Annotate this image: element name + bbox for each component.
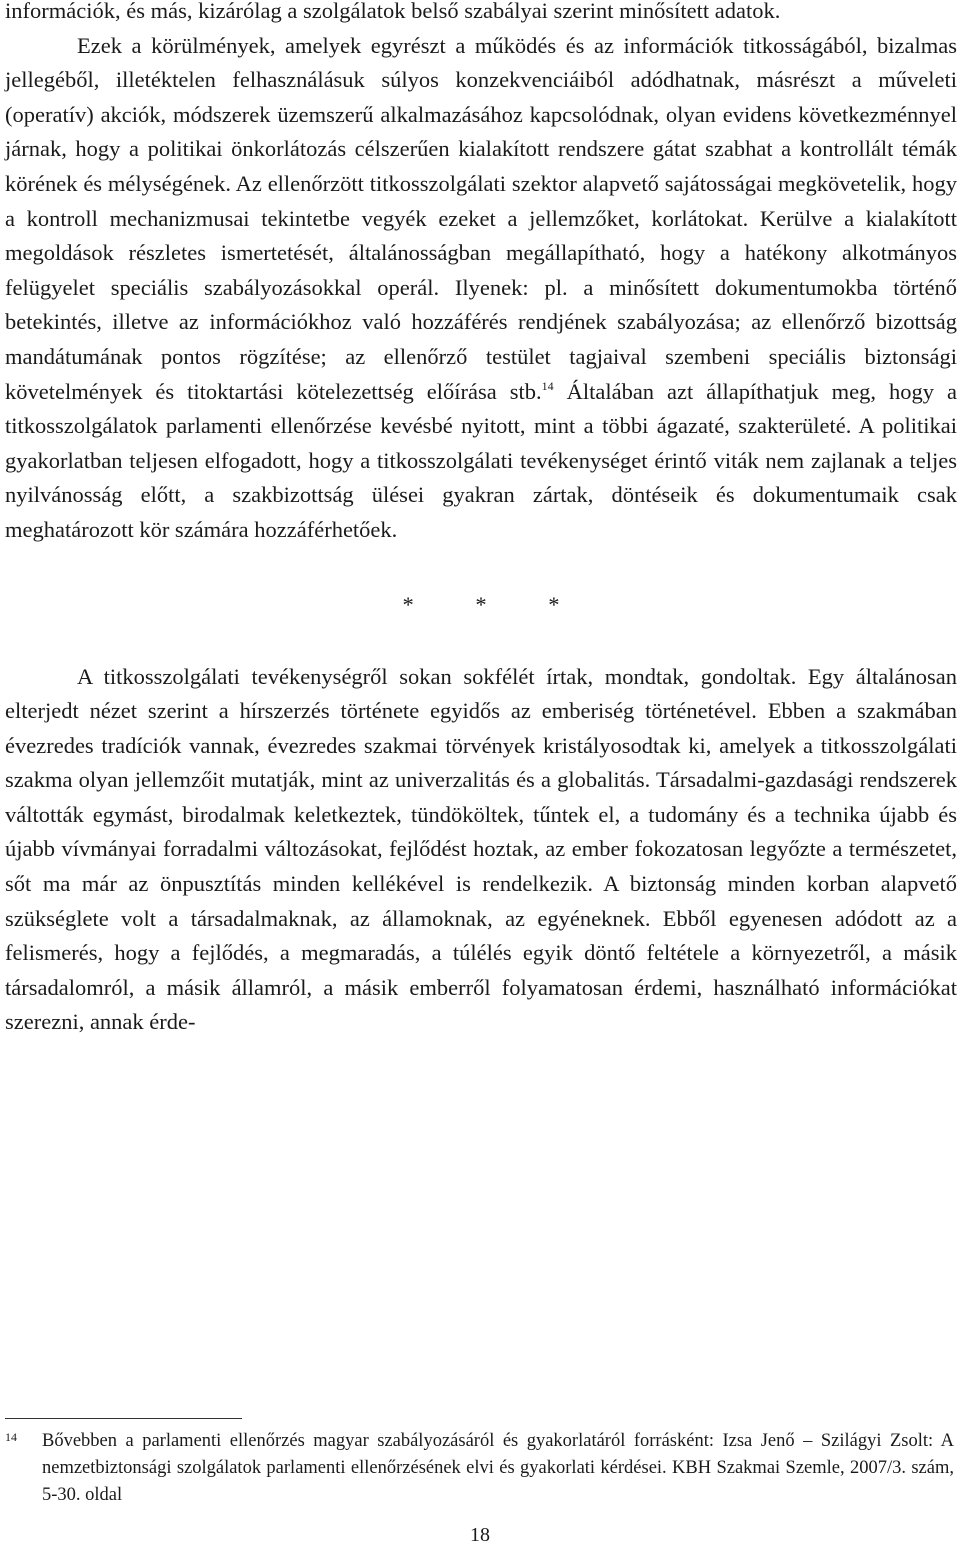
page-number: 18 xyxy=(470,1524,490,1546)
section-separator: * * * xyxy=(402,591,588,617)
paragraph-continuation: információk, és más, kizárólag a szolgálatok belső szabályai szerint minősített adatok. xyxy=(5,0,781,23)
footnote-reference[interactable]: 14 xyxy=(541,378,554,393)
paragraph-oversight-text-1: Ezek a körülmények, amelyek egyrészt a működés és az információk titkosságából, bizalmas jellegéből, illetéktelen felhasználásuk súlyos konzekvenciáiból adódhatnak, másrészt a műveleti (operatív) akciók, módszerek üzemszerű alkalmazásához kapcsolódnak, olyan evidens következménnyel járnak, hogy a politikai önkorlátozás célszerűen kialakított rendszere gátat szabhat a kontrollált témák körének és mélységének. Az ellenőrzött titkosszolgálati szektor alapvető sajátosságai megkövetelik, hogy a kontroll mechanizmusai tekintetbe vegyék ezeket a jellemzőket, korlátokat. Kerülve a kialakított megoldások részletes ismertetését, általánosságban megállapítható, hogy a hatékony alkotmányos felügyelet speciális szabályozásokkal operál. Ilyenek: pl. a minősített dokumentumokba történő betekintés, illetve az információkhoz való hozzáférés rendjének szabályozása; az ellenőrző bizottság mandátumának pontos rögzítése; az ellenőrző testület tagjaival szembeni speciális biztonsági követelmények és titoktartási kötelezettség előírása stb. xyxy=(5,32,957,404)
paragraph-oversight-text-2: Általában azt állapíthatjuk meg, hogy a titkosszolgálatok parlamenti ellenőrzése kevésbé nyitott, mint a többi ágazaté, szakterületé. A politikai gyakorlatban teljesen elfogadott, hogy a titkosszolgálati tevékenységet érintő viták nem zajlanak a teljes nyilvánosság előtt, a szakbizottság ülései gyakran zártak, döntéseik és dokumentumaik csak meghatározott kör számára hozzáférhetőek. xyxy=(5,378,957,542)
paragraph-oversight xyxy=(5,29,957,548)
paragraph-history: A titkosszolgálati tevékenységről sokan sokfélét írtak, mondtak, gondoltak. Egy általánosan elterjedt nézet szerint a hírszerzés története egyidős az emberiség történetével. Ebben a szakmában évezredes tradíciók vannak, évezredes szakmai törvények kristályosodtak ki, amelyek a titkosszolgálati szakma olyan jellemzőit mutatják, mint az univerzalitás és a globalitás. Társadalmi-gazdasági rendszerek váltották egymást, birodalmak keletkeztek, tündököltek, tűntek el, a tudomány és a technika újabb és újabb vívmányai forradalmi változásokat, fejlődést hoztak, az ember fokozatosan legyőzte a természetet, sőt ma már az önpusztítás minden kellékével is rendelkezik. A biztonság minden korban alapvető szükséglete volt a társadalmaknak, az államoknak, az egyéneknek. Ebből egyenesen adódott az a felismerés, hogy a fejlődés, a megmaradás, a túlélés egyik döntő feltétele a környezetről, a másik társadalomról, a másik államról, a másik emberről folyamatosan érdemi, használható információkat szerezni, annak érde- xyxy=(5,663,957,1035)
footnote xyxy=(5,1428,954,1509)
footnote-number: 14 xyxy=(5,1430,17,1444)
page-body xyxy=(5,0,957,1040)
footnote-text: Bővebben a parlamenti ellenőrzés magyar szabályozásáról és gyakorlatáról forrásként: Izsa Jenő – Szilágyi Zsolt: A nemzetbiztonsági szolgálatok parlamenti ellenőrzésének elvi és gyakorlati kérdései. KBH Szakmai Szemle, 2007/3. szám, 5-30. oldal xyxy=(42,1431,954,1505)
footnote-divider xyxy=(5,1418,242,1419)
